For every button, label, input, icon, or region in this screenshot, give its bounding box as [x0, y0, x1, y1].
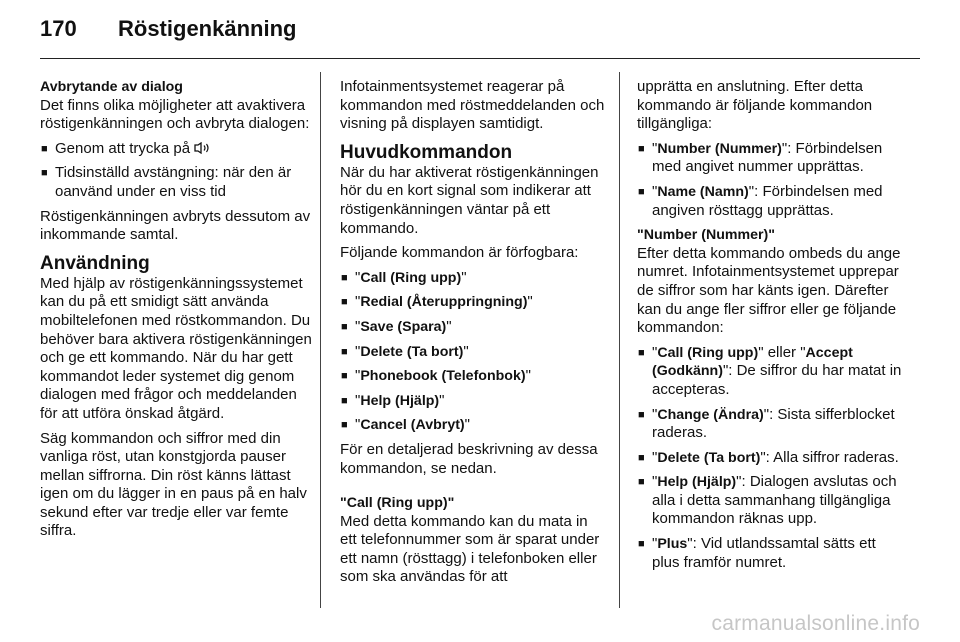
main-commands-heading: Huvudkommandon [340, 141, 513, 163]
command-description: : Sista sifferblocket raderas. [652, 405, 895, 442]
command-name: Delete (Ta bort) [360, 343, 464, 360]
command-description: : Alla siffror raderas. [765, 448, 899, 466]
command-description: : De siffror du har matat in accepteras. [652, 362, 902, 398]
list-item: ■ "Redial (Återuppringning)" [340, 293, 606, 312]
available-commands-label: Följande kommandon är förfogbara: [340, 244, 579, 262]
call-heading: "Call (Ring upp)" [340, 495, 455, 512]
main-commands-intro: När du har aktiverat röstigenkänningen hör du en kort signal som indikerar att röstigenkänningen väntar på ett kommando. [340, 163, 599, 237]
call-continuation: upprätta en anslutning. Efter detta kommando är följande kommandon tillgängliga: [637, 78, 873, 133]
command-description: : Vid utlandssamtal sätts ett plus framför numret. [652, 535, 876, 571]
details-note: För en detaljerad beskrivning av dessa kommandon, se nedan. [340, 440, 598, 477]
list-item: ■ "Help (Hjälp)" [340, 392, 606, 411]
voice-control-icon [194, 142, 212, 154]
column-1 [40, 78, 312, 547]
command-name: Accept (Godkänn) [652, 344, 853, 380]
abort-bullet-1-text: Genom att trycka på [55, 139, 191, 157]
column-3 [637, 78, 905, 578]
list-item: ■ "Plus": Vid utlandssamtal sätts ett plus framför numret. [637, 535, 905, 572]
abort-intro: Det finns olika möjligheter att avaktivera röstigenkänningen och avbryta dialogen: [40, 96, 310, 133]
abort-list [40, 140, 312, 202]
list-item: ■ "Number (Nummer)": Förbindelsen med angivet nummer upprättas. [637, 140, 905, 177]
command-name: Plus [657, 536, 688, 553]
command-name: Help (Hjälp) [360, 392, 440, 409]
list-item: ■ "Phonebook (Telefonbok)" [340, 367, 606, 386]
command-description: : Dialogen avslutas och alla i detta sammanhang tillgängliga kommandon räknas upp. [652, 473, 897, 528]
number-options-list [637, 344, 905, 573]
command-name: Number (Nummer) [657, 140, 782, 157]
usage-paragraph-2: Säg kommandon och siffror med din vanliga röst, utan konstgjorda pauser mellan siffrorna. Din röst känns lättast igen om du lägger in en paus på en halv sekund efter var tredje eller var femte siffra. [40, 429, 307, 540]
number-text: Efter detta kommando ombeds du ange numret. Infotainmentsystemet upprepar de siffror som har känts igen. Därefter kan du ange fler siffror eller ge följande kommandon: [637, 244, 901, 337]
command-name: Cancel (Avbryt) [360, 417, 465, 434]
abort-incoming: Röstigenkänningen avbryts dessutom av inkommande samtal. [40, 207, 311, 244]
system-intro: Infotainmentsystemet reagerar på kommandon med röstmeddelanden och visning på displayen samtidigt. [340, 78, 605, 133]
page-header [40, 16, 296, 56]
column-divider-1 [320, 72, 321, 608]
usage-paragraph-1: Med hjälp av röstigenkänningssystemet kan du på ett smidigt sätt använda mobiltelefonen med röstkommandon. Du behöver bara aktivera röstigenkänningen och ge ett kommando. När du har gett kommandot leder systemet dig genom dialogen med frågor och meddelanden för att utföra önskad åtgärd. [40, 274, 312, 422]
usage-heading: Användning [40, 252, 150, 274]
command-name: Phonebook (Telefonbok) [360, 368, 526, 385]
list-item: ■ "Save (Spara)" [340, 318, 606, 337]
command-description: : Förbindelsen med angivet nummer upprättas. [652, 139, 883, 176]
command-name: Save (Spara) [360, 318, 447, 335]
connector-text: eller [763, 343, 801, 361]
watermark: carmanualsonline.info [711, 612, 920, 635]
command-name: Name (Namn) [657, 183, 749, 200]
command-name: Delete (Ta bort) [657, 449, 761, 466]
command-name: Redial (Återuppringning) [360, 294, 528, 311]
command-name: Change (Ändra) [657, 406, 764, 423]
column-2 [340, 78, 606, 593]
command-name: Call (Ring upp) [657, 344, 759, 361]
header-rule [40, 58, 920, 59]
call-text: Med detta kommando kan du mata in ett telefonnummer som är sparat under ett namn (rösttagg) i telefonboken eller som ska användas för att [340, 512, 600, 586]
list-item: ■ "Call (Ring upp)" eller "Accept (Godkänn)": De siffror du har matat in accepteras. [637, 344, 905, 400]
number-heading: "Number (Nummer)" [637, 227, 776, 244]
call-options-list [637, 140, 905, 220]
list-item: ■ "Help (Hjälp)": Dialogen avslutas och alla i detta sammanhang tillgängliga kommandon räknas upp. [637, 473, 905, 529]
list-item: ■ Tidsinställd avstängning: när den är oanvänd under en viss tid [40, 164, 312, 201]
command-name: Call (Ring upp) [360, 269, 462, 286]
page-title: Röstigenkänning [118, 16, 297, 41]
column-divider-2 [619, 72, 620, 608]
page-number: 170 [40, 16, 77, 41]
list-item: ■ "Change (Ändra)": Sista sifferblocket raderas. [637, 406, 905, 443]
list-item: ■ "Delete (Ta bort)": Alla siffror raderas. [637, 449, 905, 468]
abort-heading: Avbrytande av dialog [40, 79, 183, 95]
command-name: Help (Hjälp) [657, 474, 737, 491]
list-item: ■ "Call (Ring upp)" [340, 269, 606, 288]
commands-list [340, 269, 606, 435]
list-item [40, 140, 312, 159]
list-item: ■ "Cancel (Avbryt)" [340, 416, 606, 435]
command-description: : Förbindelsen med angiven rösttagg upprättas. [652, 182, 883, 219]
list-item: ■ "Name (Namn)": Förbindelsen med angiven rösttagg upprättas. [637, 183, 905, 220]
list-item: ■ "Delete (Ta bort)" [340, 343, 606, 362]
